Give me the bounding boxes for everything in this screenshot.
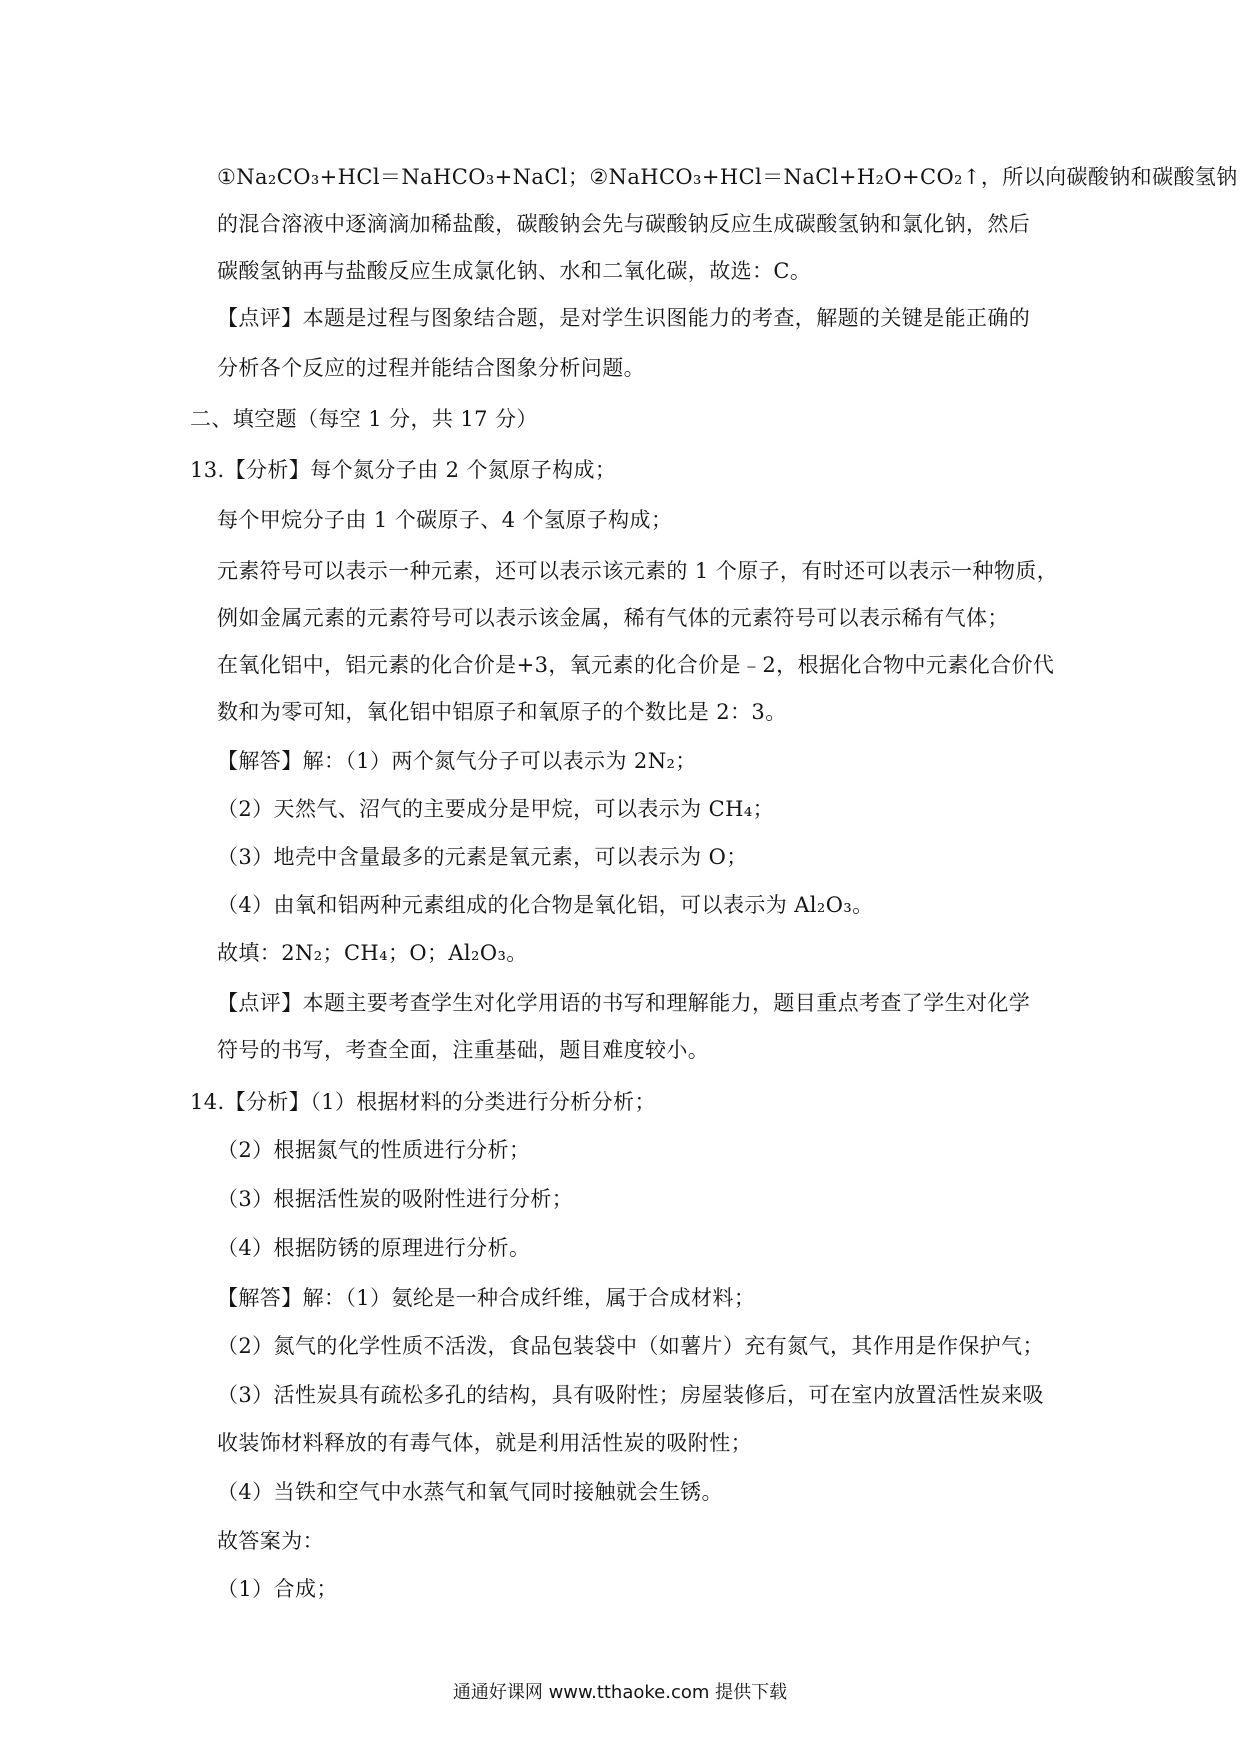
text-line: 【解答】解：（1）氨纶是一种合成纤维，属于合成材料； [217, 1286, 756, 1310]
text-line: 收装饰材料释放的有毒气体，就是利用活性炭的吸附性； [217, 1431, 752, 1455]
text-line: 【点评】本题主要考查学生对化学用语的书写和理解能力，题目重点考查了学生对化学 [217, 991, 1031, 1015]
text-line: ①Na₂CO₃+HCl＝NaHCO₃+NaCl；②NaHCO₃+HCl＝NaCl+H₂O+CO₂↑，所以向碳酸钠和碳酸氢钠 [217, 165, 1238, 189]
text-line: 分析各个反应的过程并能结合图象分析问题。 [217, 356, 645, 380]
text-line: （4）根据防锈的原理进行分析。 [217, 1236, 531, 1260]
question-heading: 13.【分析】每个氮分子由 2 个氮原子构成； [190, 458, 617, 482]
text-line: （1）合成； [217, 1577, 338, 1601]
text-line: （3）根据活性炭的吸附性进行分析； [217, 1187, 574, 1211]
text-line: 的混合溶液中逐滴滴加稀盐酸，碳酸钠会先与碳酸钠反应生成碳酸氢钠和氯化钠，然后 [217, 212, 1031, 236]
text-line: 碳酸氢钠再与盐酸反应生成氯化钠、水和二氧化碳，故选：C。 [217, 259, 812, 283]
text-line: 每个甲烷分子由 1 个碳原子、4 个氢原子构成； [217, 508, 673, 532]
text-line: （3）地壳中含量最多的元素是氧元素，可以表示为 O； [217, 845, 748, 869]
text-line: 【点评】本题是过程与图象结合题，是对学生识图能力的考查，解题的关键是能正确的 [217, 306, 1031, 330]
text-line: 元素符号可以表示一种元素，还可以表示该元素的 1 个原子，有时还可以表示一种物质， [217, 559, 1059, 583]
text-line: （4）当铁和空气中水蒸气和氧气同时接触就会生锈。 [217, 1480, 723, 1504]
text-line: （2）氮气的化学性质不活泼，食品包装袋中（如薯片）充有氮气，其作用是作保护气； [217, 1334, 1044, 1358]
text-line: 数和为零可知，氧化铝中铝原子和氧原子的个数比是 2：3。 [217, 700, 787, 724]
text-line: 【解答】解：（1）两个氮气分子可以表示为 2N₂； [217, 749, 697, 773]
text-line: （2）天然气、沼气的主要成分是甲烷，可以表示为 CH₄； [217, 797, 775, 821]
text-line: （3）活性炭具有疏松多孔的结构，具有吸附性；房屋装修后，可在室内放置活性炭来吸 [217, 1383, 1044, 1407]
question-heading: 14.【分析】（1）根据材料的分类进行分析分析； [190, 1090, 656, 1114]
page-footer: 通通好课网 www.tthaoke.com 提供下载 [452, 1682, 788, 1703]
text-line: （2）根据氮气的性质进行分析； [217, 1138, 531, 1162]
text-line: 符号的书写，考查全面，注重基础，题目难度较小。 [217, 1038, 710, 1062]
section-heading: 二、填空题（每空 1 分，共 17 分） [190, 407, 538, 431]
text-line: 在氧化铝中，铝元素的化合价是+3，氧元素的化合价是﹣2，根据化合物中元素化合价代 [217, 653, 1055, 677]
text-line: 例如金属元素的元素符号可以表示该金属，稀有气体的元素符号可以表示稀有气体； [217, 606, 1009, 630]
text-line: 故答案为： [217, 1529, 324, 1553]
text-line: 故填：2N₂；CH₄；O；Al₂O₃。 [217, 941, 528, 965]
text-line: （4）由氧和铝两种元素组成的化合物是氧化铝，可以表示为 Al₂O₃。 [217, 893, 874, 917]
